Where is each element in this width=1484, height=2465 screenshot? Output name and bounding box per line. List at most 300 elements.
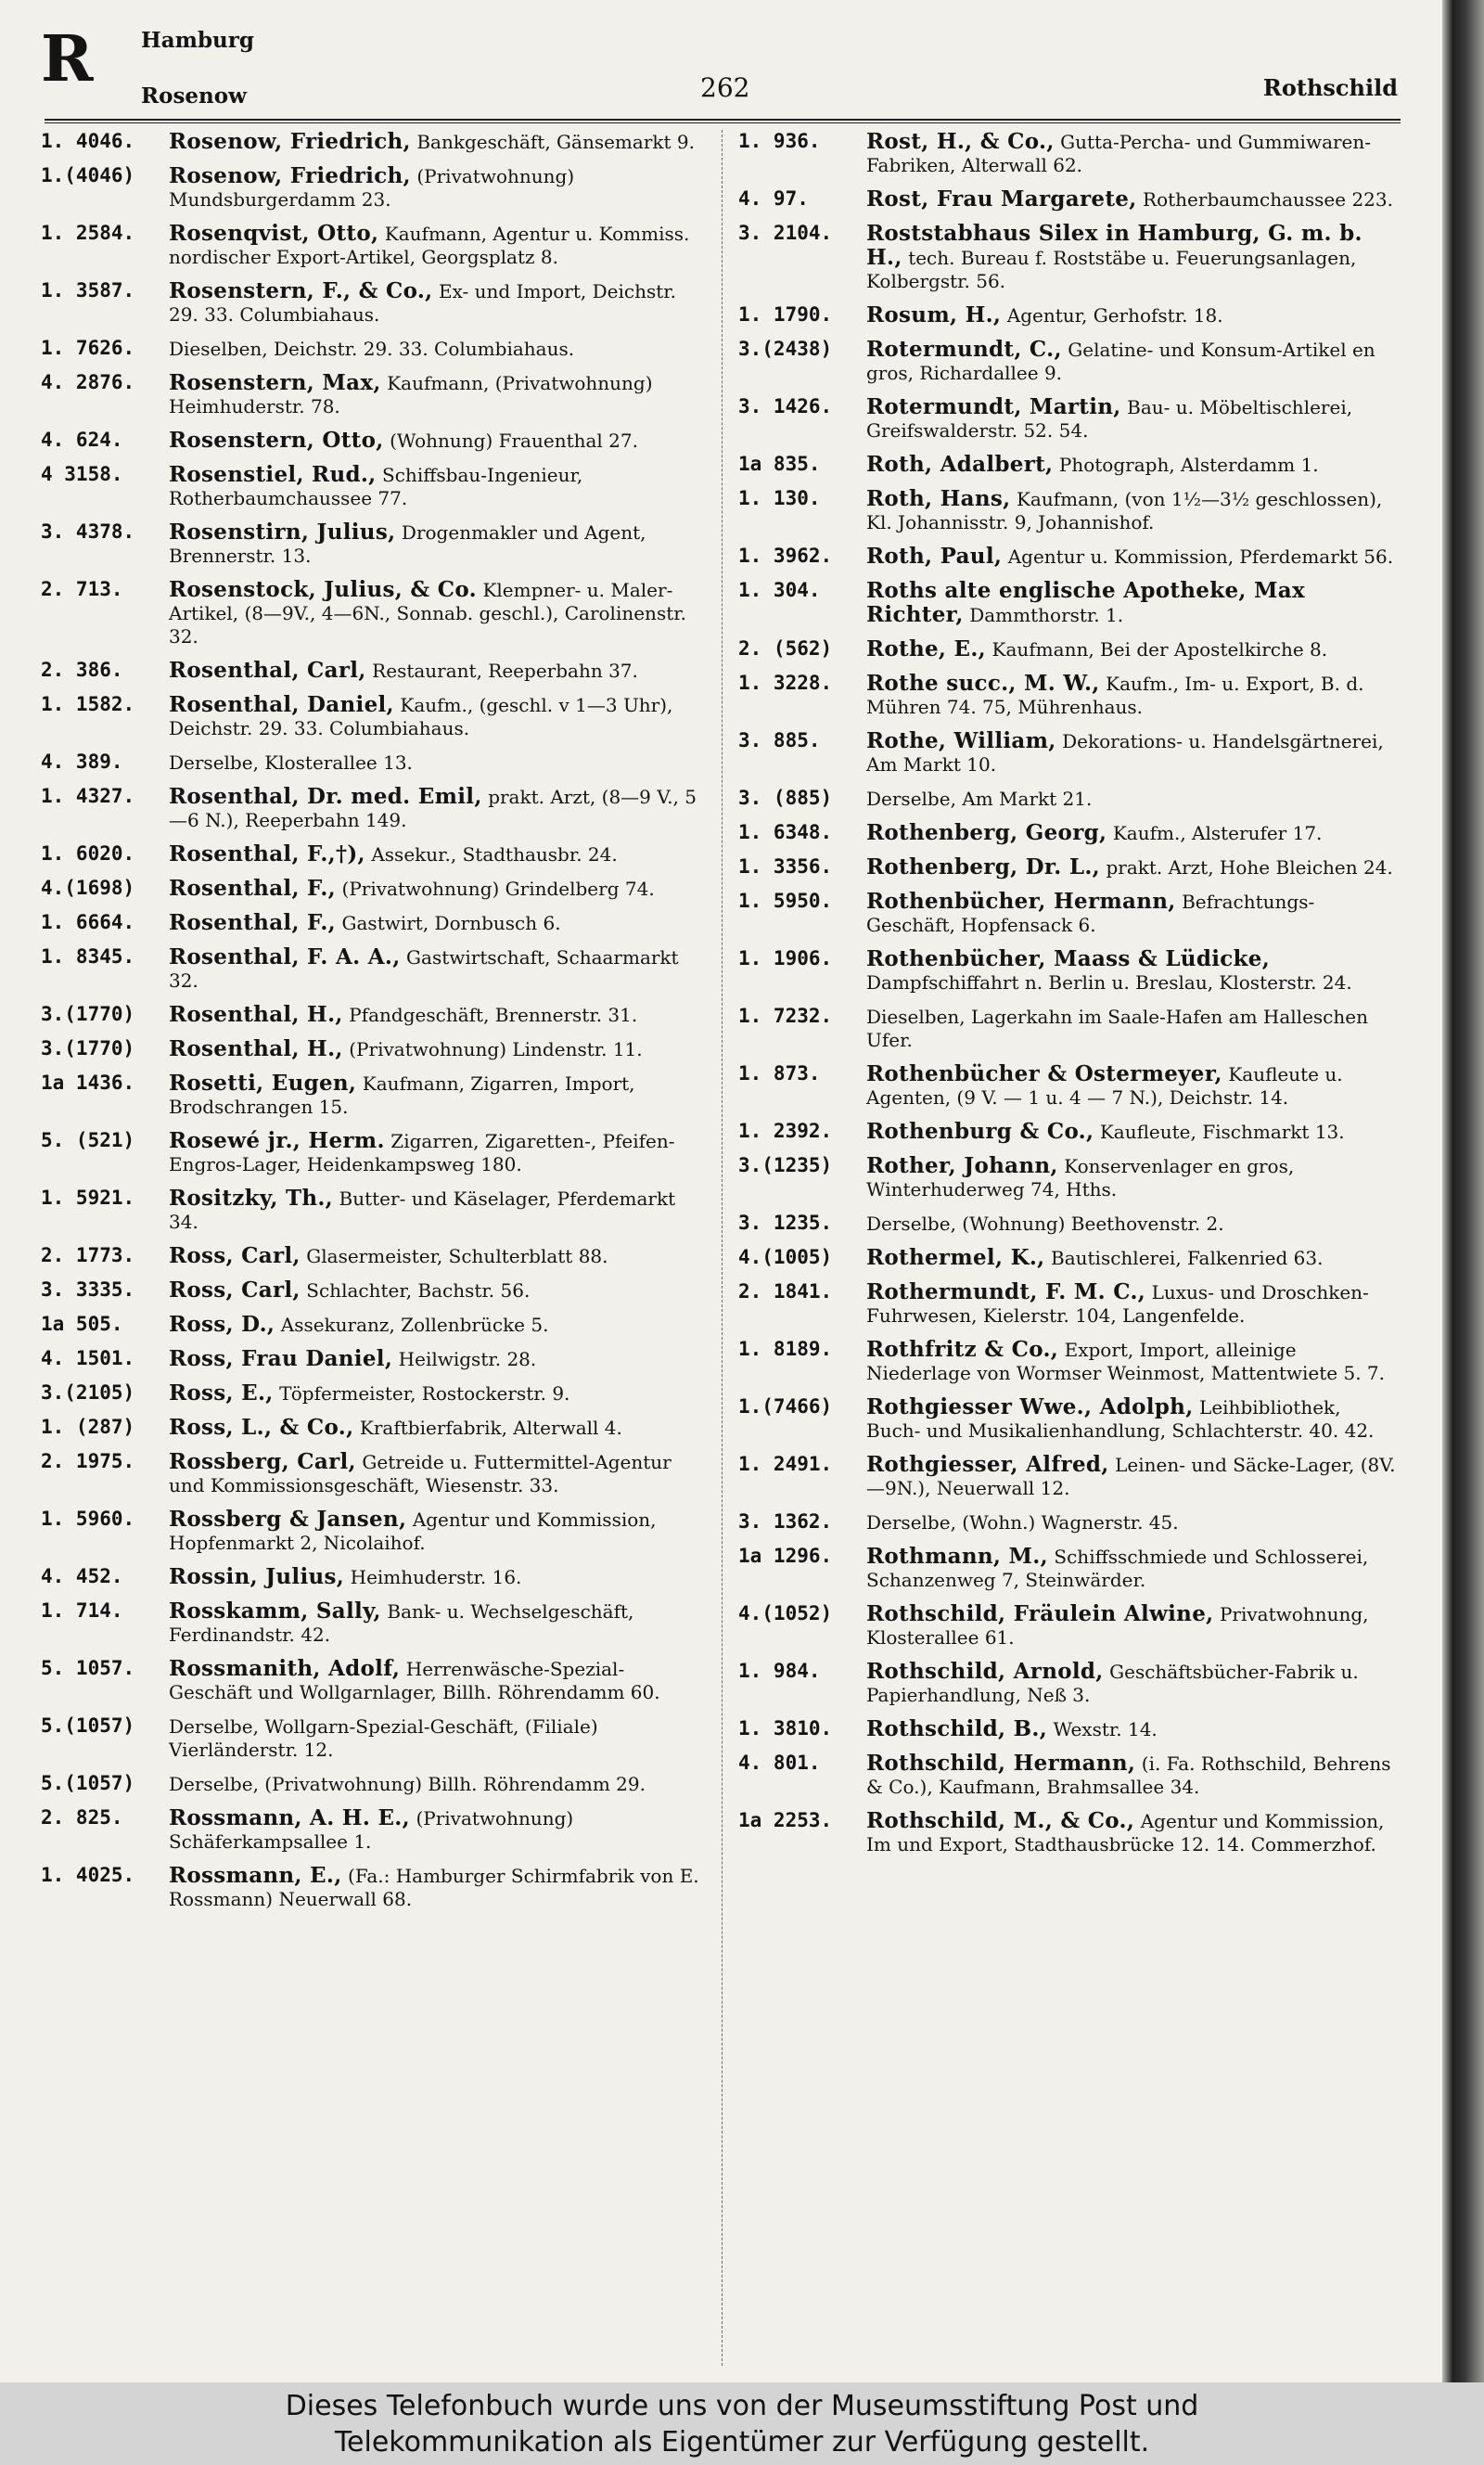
entry-name: Roststabhaus Silex in Hamburg, G. m. b. H., (866, 221, 1362, 270)
directory-entry (738, 1395, 1399, 1443)
directory-entry (738, 1752, 1399, 1799)
entry-text (169, 1772, 701, 1796)
directory-entry (41, 1381, 701, 1406)
entry-text (866, 1246, 1399, 1270)
entry-text (866, 1602, 1399, 1650)
entry-detail: (Privatwohnung) Mundsburgerdamm 23. (169, 165, 575, 211)
directory-entry (41, 1714, 701, 1762)
entry-name: Rothgiesser Wwe., Adolph, (866, 1394, 1194, 1419)
entry-phone-number: 3.(2438) (738, 338, 833, 360)
directory-entry (738, 395, 1399, 443)
directory-entry (738, 672, 1399, 719)
header-first-entry: Rosenow (141, 83, 247, 109)
entry-phone-number: 1. 6664. (41, 911, 135, 933)
entry-phone-number: 3.(1235) (738, 1154, 833, 1176)
entry-text (866, 579, 1399, 627)
entry-detail: Ex- und Import, Deichstr. 29. 33. Columbiahaus. (169, 280, 676, 326)
directory-entry (41, 222, 701, 269)
entry-text (169, 785, 701, 832)
entry-text (169, 1347, 701, 1371)
entry-phone-number: 2. 1841. (738, 1280, 833, 1303)
entry-phone-number: 4.(1052) (738, 1602, 833, 1624)
entry-name: Rothenbücher, Hermann, (866, 889, 1176, 914)
entry-text (169, 222, 701, 269)
entry-text (866, 1212, 1399, 1236)
entry-name: Rothschild, M., & Co., (866, 1808, 1135, 1833)
entry-phone-number: 1. 7626. (41, 337, 135, 359)
left-column (41, 130, 701, 1921)
entry-name: Ross, Carl, (169, 1277, 301, 1303)
entry-phone-number: 5.(1057) (41, 1714, 135, 1737)
directory-entry (41, 578, 701, 648)
page-header (0, 0, 1442, 121)
directory-entry (738, 545, 1399, 569)
directory-entry (41, 1313, 701, 1337)
entry-name: Rossberg, Carl, (169, 1449, 356, 1474)
entry-text (866, 729, 1399, 777)
directory-entry (738, 729, 1399, 777)
entry-detail: tech. Bureau f. Roststäbe u. Feuerungsanlagen, Kolbergstr. 56. (866, 247, 1357, 292)
entry-name: Roths alte englische Apotheke, Max Richter, (866, 578, 1305, 627)
directory-entry (41, 877, 701, 901)
entry-name: Rother, Johann, (866, 1153, 1058, 1178)
header-city: Hamburg (141, 28, 254, 53)
entry-detail: Agentur u. Kommission, Pferdemarkt 56. (1007, 546, 1394, 568)
directory-entry (738, 1453, 1399, 1500)
entry-name: Rost, H., & Co., (866, 129, 1055, 154)
entry-phone-number: 1. 873. (738, 1062, 821, 1085)
entry-detail: Derselbe, Wollgarn-Spezial-Geschäft, (Filiale) Vierländerstr. 12. (169, 1715, 598, 1761)
directory-entry (738, 947, 1399, 995)
entry-detail: Kaufleute, Fischmarkt 13. (1099, 1121, 1345, 1143)
directory-entry (41, 1347, 701, 1371)
entry-phone-number: 4. 452. (41, 1565, 123, 1587)
entry-text (866, 1510, 1399, 1534)
entry-phone-number: 4. 97. (738, 187, 809, 210)
entry-detail: Derselbe, (Wohnung) Beethovenstr. 2. (866, 1213, 1224, 1235)
entry-text (169, 693, 701, 740)
directory-entry (738, 1212, 1399, 1236)
entry-detail: Dampfschiffahrt n. Berlin u. Breslau, Klosterstr. 24. (866, 971, 1352, 994)
entry-detail: Heilwigstr. 28. (398, 1348, 537, 1370)
entry-phone-number: 1.(7466) (738, 1395, 833, 1418)
directory-entry (41, 1037, 701, 1061)
entry-phone-number: 1. (287) (41, 1416, 135, 1438)
entry-detail: prakt. Arzt, Hohe Bleichen 24. (1106, 856, 1393, 879)
entry-phone-number: 2. 1975. (41, 1450, 135, 1472)
entry-detail: Restaurant, Reeperbahn 37. (372, 660, 638, 682)
entry-phone-number: 4. 2876. (41, 371, 135, 393)
entry-text (169, 1244, 701, 1268)
entry-detail: Gastwirtschaft, Schaarmarkt 32. (169, 946, 679, 992)
directory-entry (41, 659, 701, 683)
entry-name: Ross, L., & Co., (169, 1415, 354, 1440)
entry-detail: Kaufmann, (von 1½—3½ geschlossen), Kl. Johannisstr. 9, Johannishof. (866, 488, 1383, 533)
directory-entry (41, 463, 701, 510)
entry-text (169, 1072, 701, 1119)
entry-detail: Agentur und Kommission, Hopfenmarkt 2, Nicolaihof. (169, 1509, 657, 1554)
entry-text (169, 1657, 701, 1704)
entry-detail: Bau- u. Möbeltischlerei, Greifswalderstr. 52. 54. (866, 396, 1353, 442)
directory-entry (41, 1072, 701, 1119)
entry-name: Rosenstirn, Julius, (169, 520, 396, 545)
entry-name: Roth, Paul, (866, 544, 1003, 569)
entry-detail: Drogenmakler und Agent, Brennerstr. 13. (169, 521, 646, 567)
directory-entry (41, 945, 701, 993)
footer-line-2: Telekommunikation als Eigentümer zur Verfügung gestellt. (334, 2426, 1150, 2459)
entry-phone-number: 4. 624. (41, 429, 123, 451)
entry-detail: Bautischlerei, Falkenried 63. (1051, 1247, 1324, 1269)
entry-name: Rosenstiel, Rud., (169, 462, 377, 487)
entry-phone-number: 3. 3335. (41, 1278, 135, 1301)
directory-entry (738, 1510, 1399, 1534)
entry-text (169, 337, 701, 361)
entry-phone-number: 3.(1770) (41, 1037, 135, 1059)
entry-text (866, 1717, 1399, 1741)
directory-entry (41, 1187, 701, 1234)
entry-text (866, 1395, 1399, 1443)
entry-detail: Kaufmann, Zigarren, Import, Brodschrangen 15. (169, 1072, 635, 1118)
entry-detail: Gastwirt, Dornbusch 6. (341, 912, 561, 934)
directory-entry (738, 487, 1399, 534)
entry-phone-number: 1. 4327. (41, 785, 135, 807)
entry-phone-number: 1. 3228. (738, 672, 833, 694)
entry-phone-number: 2. 713. (41, 578, 123, 600)
entry-text (866, 1752, 1399, 1799)
entry-detail: Gelatine- und Konsum-Artikel en gros, Richardallee 9. (866, 339, 1375, 384)
entry-detail: Photograph, Alsterdamm 1. (1058, 454, 1319, 476)
directory-entry (41, 520, 701, 568)
entry-text (169, 279, 701, 327)
entry-name: Rothenberg, Georg, (866, 820, 1107, 845)
entry-phone-number: 5.(1057) (41, 1772, 135, 1794)
entry-text (169, 1003, 701, 1027)
book-spine-shadow (1442, 0, 1484, 2382)
entry-detail: Schiffsbau-Ingenieur, Rotherbaumchaussee 77. (169, 464, 583, 509)
entry-detail: Kaufleute u. Agenten, (9 V. — 1 u. 4 — 7 N.), Deichstr. 14. (866, 1063, 1343, 1109)
entry-text (169, 1450, 701, 1497)
entry-name: Rosenthal, H., (169, 1036, 343, 1061)
entry-phone-number: 4. 389. (41, 751, 123, 773)
directory-entry (738, 338, 1399, 385)
entry-text (169, 751, 701, 775)
entry-phone-number: 1. 3356. (738, 855, 833, 878)
entry-name: Rothfritz & Co., (866, 1337, 1059, 1362)
entry-detail: Privatwohnung, Klosterallee 61. (866, 1603, 1369, 1649)
entry-name: Rosenthal, Dr. med. Emil, (169, 784, 482, 809)
entry-text (866, 453, 1399, 477)
entry-name: Rothermundt, F. M. C., (866, 1279, 1146, 1304)
directory-entry (41, 337, 701, 361)
entry-name: Rosum, H., (866, 302, 1002, 327)
entry-phone-number: 1. 1582. (41, 693, 135, 715)
entry-text (169, 371, 701, 418)
entry-phone-number: 1. 5921. (41, 1187, 135, 1209)
entry-text (866, 947, 1399, 995)
entry-text (169, 1187, 701, 1234)
entry-name: Ross, D., (169, 1312, 275, 1337)
entry-phone-number: 1. 1906. (738, 947, 833, 969)
entry-name: Rothenberg, Dr. L., (866, 854, 1100, 879)
directory-entry (738, 1602, 1399, 1650)
entry-detail: Kaufmann, Bei der Apostelkirche 8. (991, 638, 1328, 661)
directory-entry (41, 1599, 701, 1647)
entry-phone-number: 1.(4046) (41, 164, 135, 186)
entry-name: Rosewé jr., Herm. (169, 1128, 385, 1153)
entry-text (169, 463, 701, 510)
entry-detail: Assekur., Stadthausbr. 24. (371, 843, 618, 866)
entry-name: Rossberg & Jansen, (169, 1507, 407, 1532)
entry-detail: Leinen- und Säcke-Lager, (8V.—9N.), Neuerwall 12. (866, 1454, 1396, 1499)
entry-phone-number: 1. 8345. (41, 945, 135, 968)
entry-name: Rosenqvist, Otto, (169, 221, 379, 246)
entry-phone-number: 1. 304. (738, 579, 821, 601)
entry-name: Rotermundt, Martin, (866, 394, 1121, 419)
entry-phone-number: 4.(1698) (41, 877, 135, 899)
entry-phone-number: 1. 936. (738, 130, 821, 152)
entry-detail: Heimhuderstr. 16. (350, 1566, 522, 1588)
entry-detail: Bank- u. Wechselgeschäft, Ferdinandstr. 42. (169, 1600, 634, 1646)
entry-phone-number: 1. 2491. (738, 1453, 833, 1475)
entry-name: Rosenthal, F., (169, 876, 336, 901)
entry-text (169, 1416, 701, 1440)
entry-phone-number: 2. (562) (738, 637, 833, 660)
entry-phone-number: 2. 1773. (41, 1244, 135, 1266)
entry-detail: Agentur und Kommission, Im und Export, Stadthausbrücke 12. 14. Commerzhof. (866, 1810, 1385, 1855)
directory-entry (41, 1772, 701, 1796)
entry-name: Rosenstern, Max, (169, 370, 381, 395)
entry-name: Rothenbücher & Ostermeyer, (866, 1061, 1222, 1086)
entry-name: Rosenthal, F.,†), (169, 841, 365, 867)
entry-phone-number: 5. 1057. (41, 1657, 135, 1679)
entry-detail: Derselbe, Am Markt 21. (866, 788, 1093, 810)
entry-text (169, 1037, 701, 1061)
entry-detail: Bankgeschäft, Gänsemarkt 9. (416, 131, 695, 153)
entry-detail: Pfandgeschäft, Brennerstr. 31. (349, 1004, 638, 1026)
entry-detail: Luxus- und Droschken-Fuhrwesen, Kielerstr. 104, Langenfelde. (866, 1281, 1369, 1327)
directory-entry (41, 1278, 701, 1303)
entry-name: Rosenthal, H., (169, 1002, 343, 1027)
entry-detail: Derselbe, (Wohn.) Wagnerstr. 45. (866, 1511, 1179, 1534)
entry-text (866, 130, 1399, 177)
entry-name: Rothmann, M., (866, 1544, 1048, 1569)
directory-entry (738, 1005, 1399, 1052)
entry-detail: Dammthorstr. 1. (969, 604, 1124, 626)
directory-entry (41, 1416, 701, 1440)
entry-text (169, 911, 701, 935)
directory-entry (41, 693, 701, 740)
entry-name: Rothschild, Fräulein Alwine, (866, 1601, 1214, 1626)
entry-name: Rossmann, A. H. E., (169, 1805, 410, 1830)
entry-phone-number: 1. 2584. (41, 222, 135, 244)
entry-detail: Wexstr. 14. (1053, 1718, 1158, 1740)
entry-name: Rosetti, Eugen, (169, 1071, 357, 1096)
entry-text (866, 487, 1399, 534)
entry-detail: (i. Fa. Rothschild, Behrens & Co.), Kaufmann, Brahmsallee 34. (866, 1752, 1391, 1798)
entry-detail: (Wohnung) Frauenthal 27. (390, 430, 638, 452)
page-number: 262 (700, 72, 750, 103)
entry-text (169, 578, 701, 648)
entry-detail: Derselbe, (Privatwohnung) Billh. Röhrendamm 29. (169, 1773, 646, 1795)
entry-text (169, 1129, 701, 1176)
entry-text (866, 222, 1399, 293)
entry-phone-number: 4. 801. (738, 1752, 821, 1774)
directory-entry (41, 785, 701, 832)
entry-phone-number: 1. 6348. (738, 821, 833, 843)
entry-phone-number: 1. 2392. (738, 1120, 833, 1142)
directory-entry (41, 1508, 701, 1555)
entry-detail: Geschäftsbücher-Fabrik u. Papierhandlung, Neß 3. (866, 1661, 1359, 1706)
entry-phone-number: 2. 386. (41, 659, 123, 681)
entry-phone-number: 2. 825. (41, 1806, 123, 1829)
directory-entry (41, 1864, 701, 1911)
entry-detail: Dekorations- u. Handelsgärtnerei, Am Markt 10. (866, 730, 1384, 776)
entry-text (866, 1280, 1399, 1328)
entry-text (169, 1278, 701, 1303)
directory-entry (41, 164, 701, 212)
entry-detail: Glasermeister, Schulterblatt 88. (306, 1245, 608, 1267)
entry-phone-number: 3.(2105) (41, 1381, 135, 1404)
entry-phone-number: 1. 3962. (738, 545, 833, 567)
entry-text (866, 303, 1399, 327)
entry-detail: Gutta-Percha- und Gummiwaren-Fabriken, Alterwall 62. (866, 131, 1372, 176)
entry-phone-number: 1. 5960. (41, 1508, 135, 1530)
entry-text (866, 1005, 1399, 1052)
entry-phone-number: 1. 8189. (738, 1338, 833, 1360)
directory-entry (738, 1246, 1399, 1270)
directory-entry (738, 1338, 1399, 1385)
entry-name: Rothe, E., (866, 636, 986, 661)
entry-detail: (Privatwohnung) Schäferkampsallee 1. (169, 1807, 574, 1853)
entry-phone-number: 1a 2253. (738, 1809, 833, 1831)
entry-text (866, 338, 1399, 385)
directory-entry (41, 1450, 701, 1497)
directory-entry (738, 130, 1399, 177)
entry-phone-number: 3. 885. (738, 729, 821, 751)
entry-phone-number: 4. 1501. (41, 1347, 135, 1369)
directory-entry (738, 579, 1399, 627)
directory-entry (41, 1657, 701, 1704)
entry-text (866, 672, 1399, 719)
directory-entry (41, 1129, 701, 1176)
entry-phone-number: 1a 505. (41, 1313, 123, 1335)
entry-name: Rosenstock, Julius, & Co. (169, 577, 477, 602)
directory-entry (41, 371, 701, 418)
directory-entry (41, 842, 701, 867)
directory-entry (41, 1003, 701, 1027)
entry-detail: Agentur, Gerhofstr. 18. (1006, 304, 1223, 327)
entry-phone-number: 3. 1235. (738, 1212, 833, 1234)
entry-text (169, 1565, 701, 1589)
entry-text (169, 1313, 701, 1337)
entry-detail: Dieselben, Deichstr. 29. 33. Columbiahaus. (169, 338, 575, 360)
entry-text (169, 877, 701, 901)
entry-text (169, 1381, 701, 1406)
directory-entry (738, 187, 1399, 212)
entry-name: Ross, Frau Daniel, (169, 1346, 393, 1371)
header-rule (45, 119, 1401, 123)
directory-entry (738, 1809, 1399, 1856)
entry-name: Rosenstern, F., & Co., (169, 278, 433, 303)
entry-name: Ross, E., (169, 1380, 274, 1406)
entry-text (169, 130, 701, 154)
entry-text (169, 1508, 701, 1555)
entry-name: Rosskamm, Sally, (169, 1598, 381, 1624)
entry-detail: prakt. Arzt, (8—9 V., 5—6 N.), Reeperbahn 149. (169, 786, 697, 831)
entry-text (169, 429, 701, 453)
entry-phone-number: 1. 714. (41, 1599, 123, 1622)
entry-text (866, 1545, 1399, 1592)
directory-entry (738, 1660, 1399, 1707)
entry-name: Rotermundt, C., (866, 337, 1062, 362)
entry-phone-number: 1. 984. (738, 1660, 821, 1682)
entry-detail: (Privatwohnung) Lindenstr. 11. (349, 1038, 643, 1060)
entry-phone-number: 3. 1362. (738, 1510, 833, 1533)
entry-text (866, 1338, 1399, 1385)
entry-phone-number: 3. 4378. (41, 520, 135, 543)
entry-detail: Töpfermeister, Rostockerstr. 9. (279, 1382, 570, 1405)
entry-text (169, 1806, 701, 1854)
entry-phone-number: 4 3158. (41, 463, 123, 485)
entry-name: Rothgiesser, Alfred, (866, 1452, 1109, 1477)
directory-entry (738, 787, 1399, 811)
entry-name: Ross, Carl, (169, 1243, 301, 1268)
entry-name: Rothenburg & Co., (866, 1119, 1094, 1144)
entry-phone-number: 5. (521) (41, 1129, 135, 1151)
entry-name: Rothenbücher, Maass & Lüdicke, (866, 946, 1271, 971)
entry-detail: Kaufmann, (Privatwohnung) Heimhuderstr. 78. (169, 372, 653, 417)
entry-detail: Butter- und Käselager, Pferdemarkt 34. (169, 1188, 676, 1233)
entry-detail: Dieselben, Lagerkahn im Saale-Hafen am Halleschen Ufer. (866, 1006, 1368, 1051)
directory-entry (738, 453, 1399, 477)
entry-detail: (Fa.: Hamburger Schirmfabrik von E. Rossmann) Neuerwall 68. (169, 1865, 699, 1910)
entry-phone-number: 1a 1436. (41, 1072, 135, 1094)
entry-text (169, 842, 701, 867)
directory-entry (738, 1717, 1399, 1741)
entry-text (866, 545, 1399, 569)
entry-name: Rosenthal, Carl, (169, 658, 366, 683)
entry-phone-number: 1. 7232. (738, 1005, 833, 1027)
directory-entry (41, 279, 701, 327)
entry-name: Rosenthal, F. A. A., (169, 944, 401, 969)
directory-entry (41, 130, 701, 154)
directory-entry (41, 429, 701, 453)
entry-text (169, 659, 701, 683)
entry-phone-number: 1. 4025. (41, 1864, 135, 1886)
entry-name: Rosenthal, F., (169, 910, 336, 935)
entry-text (866, 1809, 1399, 1856)
directory-entry (41, 911, 701, 935)
entry-detail: Kaufm., Alsterufer 17. (1112, 822, 1323, 844)
entry-detail: Herrenwäsche-Spezial-Geschäft und Wollgarnlager, Billh. Röhrendamm 60. (169, 1658, 660, 1703)
entry-phone-number: 3. (885) (738, 787, 833, 809)
directory-entry (41, 1244, 701, 1268)
right-column (738, 130, 1399, 1867)
entry-name: Rosenow, Friedrich, (169, 129, 411, 154)
directory-entry (738, 222, 1399, 293)
directory-entry (738, 1280, 1399, 1328)
entry-detail: Schlachter, Bachstr. 56. (306, 1279, 531, 1302)
entry-text (866, 637, 1399, 661)
entry-detail: Schiffsschmiede und Schlosserei, Schanzenweg 7, Steinwärder. (866, 1546, 1369, 1591)
entry-name: Rosenow, Friedrich, (169, 163, 411, 188)
footer-line-1: Dieses Telefonbuch wurde uns von der Museumsstiftung Post und (285, 2390, 1199, 2422)
column-divider (722, 130, 723, 2366)
entry-name: Rossin, Julius, (169, 1564, 345, 1589)
entry-text (169, 945, 701, 993)
entry-text (866, 1120, 1399, 1144)
section-letter: R (41, 22, 94, 96)
